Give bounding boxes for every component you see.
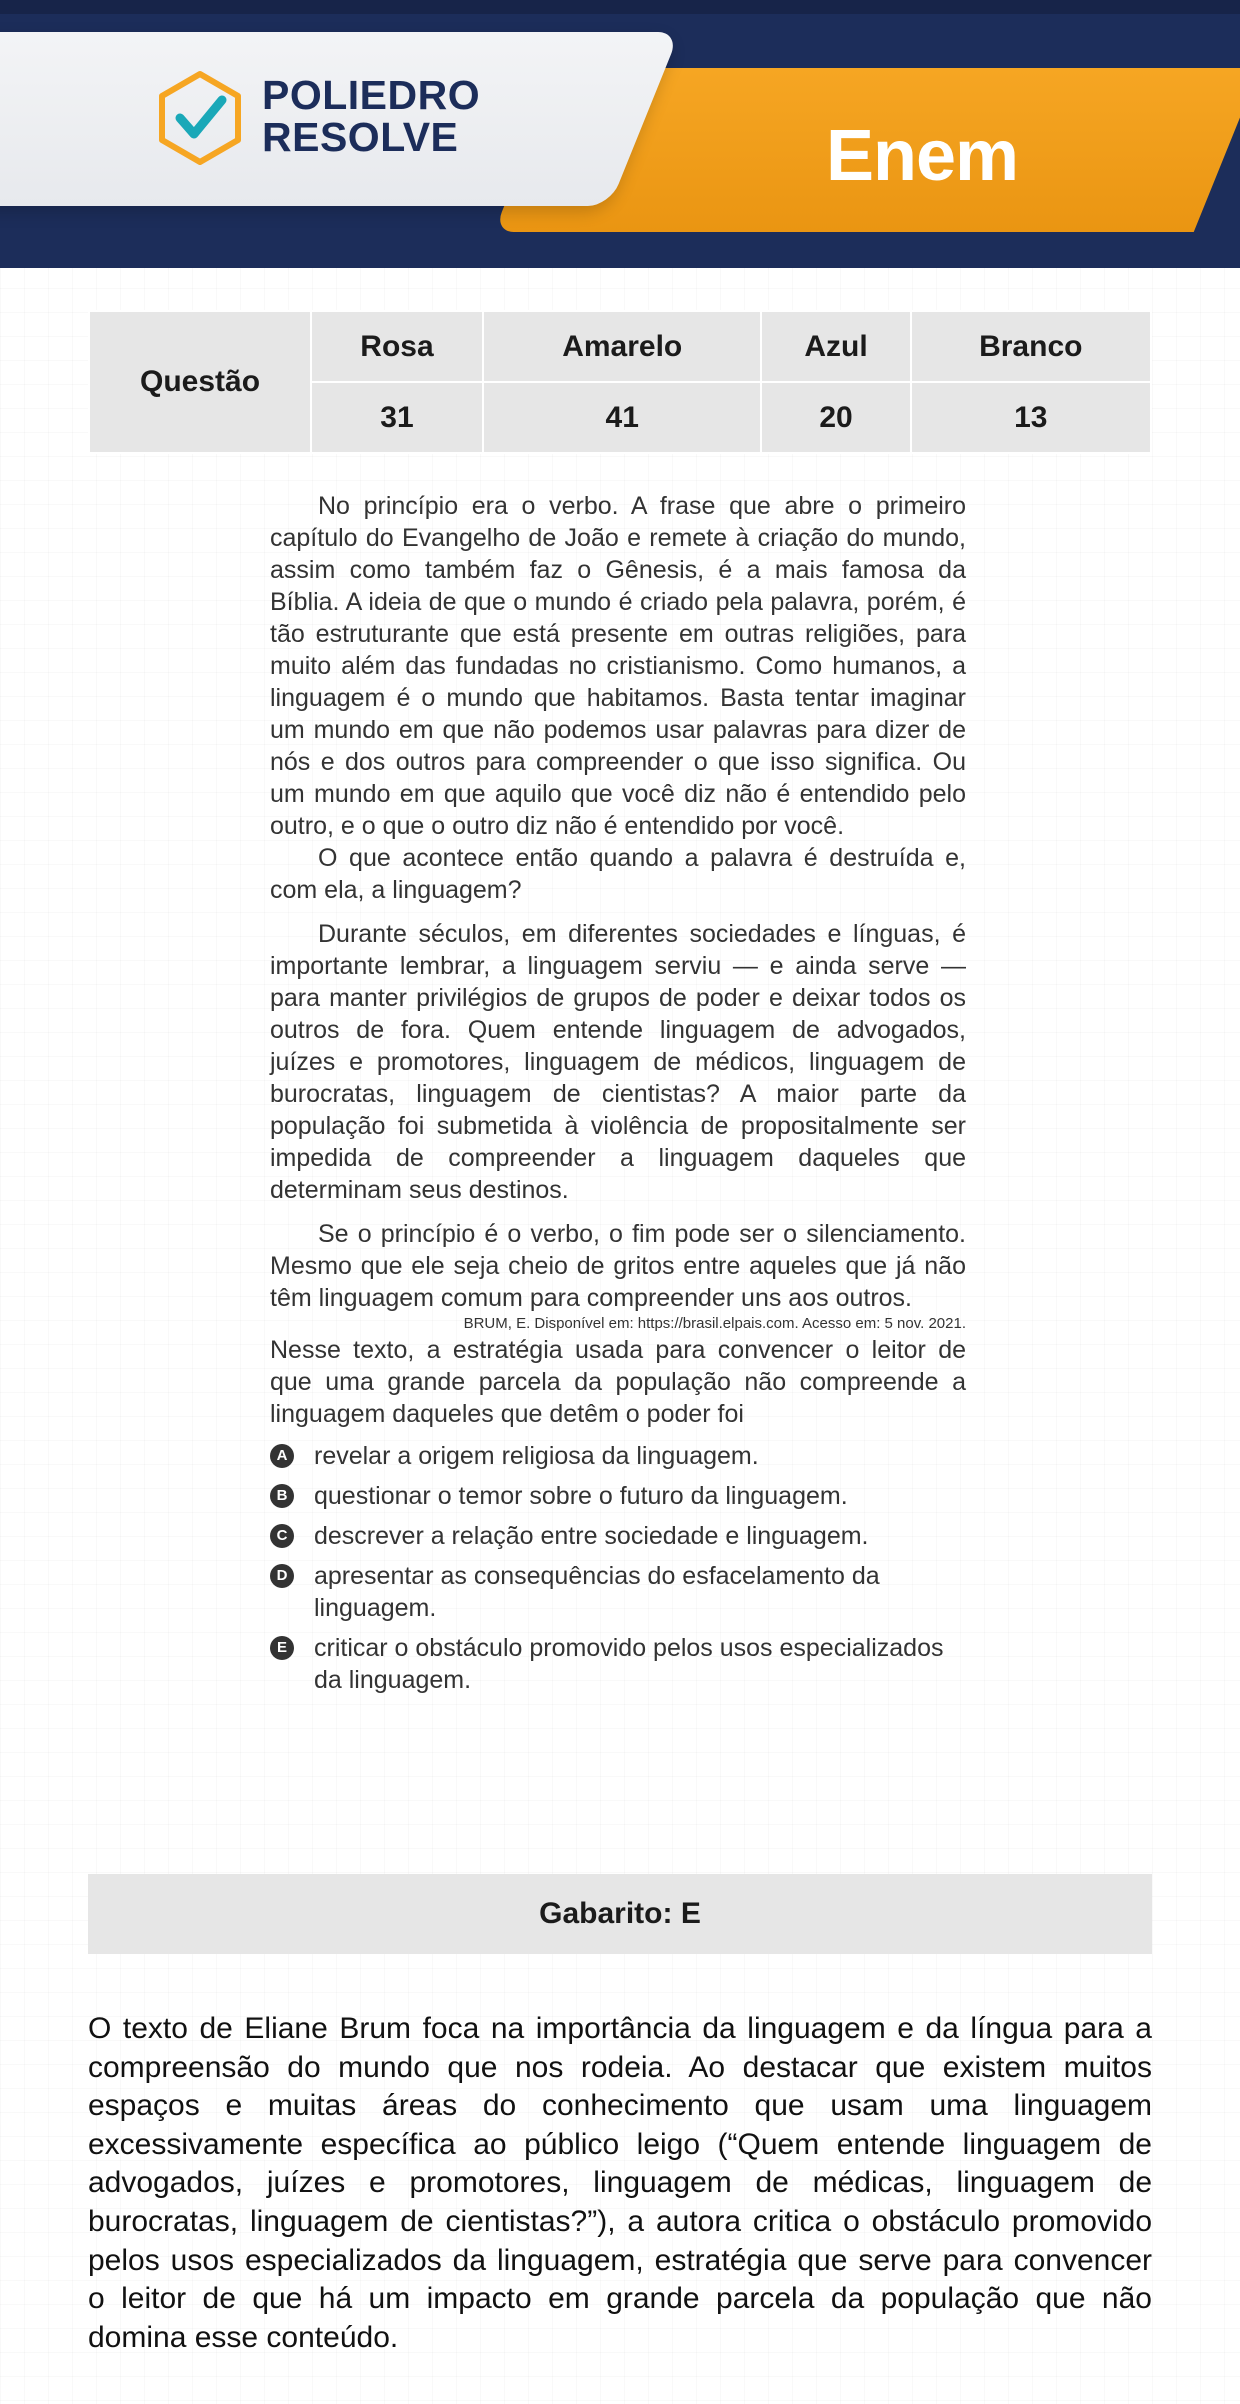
question-number-table [88,310,1152,454]
header-banner [0,0,1240,268]
option-text-b: questionar o temor sobre o futuro da linguagem. [314,1482,848,1510]
number-azul: 20 [761,382,910,453]
option-c[interactable] [270,1520,966,1552]
option-d[interactable] [270,1560,966,1624]
question-stem: Nesse texto, a estratégia usada para convencer o leitor de que uma grande parcela da população não compreende a linguagem daqueles que detêm o poder foi [270,1336,966,1428]
option-text-e: criticar o obstáculo promovido pelos usos especializados da linguagem. [314,1634,944,1694]
option-letter-c: C [270,1524,294,1548]
header-top-stripe [0,0,1240,14]
column-header-amarelo: Amarelo [483,311,762,382]
answer-key-label: Gabarito: E [539,1897,701,1930]
column-header-rosa: Rosa [311,311,483,382]
column-header-branco: Branco [911,311,1151,382]
option-letter-d: D [270,1564,294,1588]
brand-line-2: RESOLVE [262,114,459,160]
number-rosa: 31 [311,382,483,453]
question-label: Questão [89,311,311,453]
brand-line-1: POLIEDRO [262,72,481,118]
option-e[interactable] [270,1632,966,1696]
answer-key-bar [88,1874,1152,1954]
text-paragraph-1: No princípio era o verbo. A frase que abre o primeiro capítulo do Evangelho de João e remete à criação do mundo, assim como também faz o Gênesis, é a mais famosa da Bíblia. A ideia de que o mundo é criado pela palavra, porém, é tão estruturante que está presente em outras religiões, para muito além das fundadas no cristianismo. Como humanos, a linguagem é o mundo que habitamos. Basta tentar imaginar um mundo em que não podemos usar palavras para dizer de nós e dos outros para compreender o que isso significa. Ou um mundo em que aquilo que você diz não é entendido pelo outro, e o que o outro diz não é entendido por você. [270,492,966,840]
number-amarelo: 41 [483,382,762,453]
option-b[interactable] [270,1480,966,1512]
option-text-a: revelar a origem religiosa da linguagem. [314,1442,759,1470]
text-paragraph-4: Se o princípio é o verbo, o fim pode ser o silenciamento. Mesmo que ele seja cheio de gritos entre aqueles que já não têm linguagem comum para compreender uns aos outros. [270,1220,966,1312]
exam-title: Enem [826,116,1019,196]
column-header-azul: Azul [761,311,910,382]
check-hexagon-icon [156,70,244,166]
option-text-d: apresentar as consequências do esfacelamento da linguagem. [314,1562,880,1622]
option-letter-b: B [270,1484,294,1508]
option-letter-a: A [270,1444,294,1468]
text-source: BRUM, E. Disponível em: https://brasil.elpais.com. Acesso em: 5 nov. 2021. [463,1315,966,1332]
text-paragraph-3: Durante séculos, em diferentes sociedades e línguas, é importante lembrar, a linguagem serviu — e ainda serve — para manter privilégios de grupos de poder e deixar todos os outros de fora. Quem entende linguagem de advogados, juízes e promotores, linguagem de médicos, linguagem de burocratas, linguagem de cientistas? A maior parte da população foi submetida à violência de propositalmente ser impedida de compreender a linguagem daqueles que determinam seus destinos. [270,920,966,1204]
option-letter-e: E [270,1636,294,1660]
option-a[interactable] [270,1440,966,1472]
question-body [270,490,966,1704]
number-branco: 13 [911,382,1151,453]
answer-options [270,1440,966,1696]
brand-name [262,74,480,158]
text-paragraph-2: O que acontece então quando a palavra é destruída e, com ela, a linguagem? [270,844,966,904]
explanation-text: O texto de Eliane Brum foca na importância da linguagem e da língua para a compreensão do mundo que nos rodeia. Ao destacar que existem muitos espaços e muitas áreas do conhecimento que usam uma linguagem excessivamente específica ao público leigo (“Quem entende linguagem de advogados, juízes e promotores, linguagem de médicas, linguagem de burocratas, linguagem de cientistas?”), a autora critica o obstáculo promovido pelos usos especializados da linguagem, estratégia que serve para convencer o leitor de que há um impacto em grande parcela da população que não domina esse conteúdo. [88,2012,1152,2354]
option-text-c: descrever a relação entre sociedade e linguagem. [314,1522,869,1550]
